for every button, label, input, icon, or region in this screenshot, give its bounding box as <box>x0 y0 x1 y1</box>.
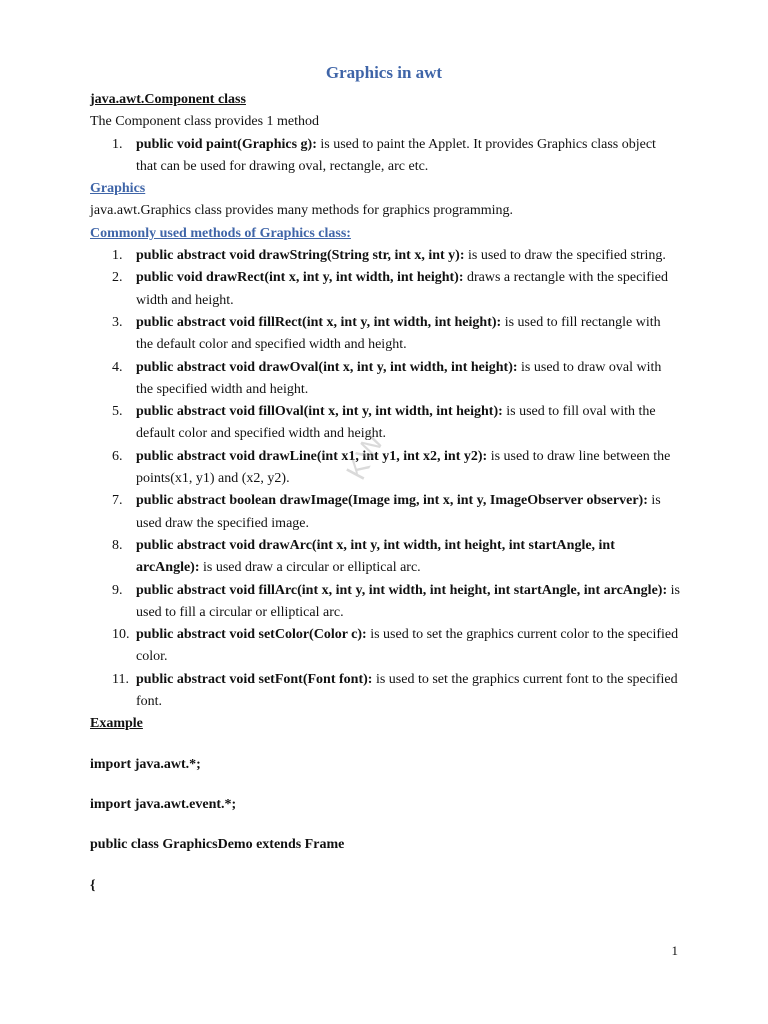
method-signature: public abstract boolean drawImage(Image img, int x, int y, ImageObserver observer): <box>136 493 648 509</box>
component-text: The Component class provides 1 method <box>90 114 320 130</box>
methods-heading: Commonly used methods of Graphics class: <box>90 225 351 241</box>
method-description: is used draw a circular or elliptical arc. <box>199 560 421 576</box>
method-description: is used to draw the specified string. <box>464 248 666 264</box>
method-description: draws a rectangle with the specified width and height. <box>136 270 668 308</box>
list-item <box>90 624 680 669</box>
list-item <box>90 357 680 402</box>
component-method-list <box>90 134 680 179</box>
method-signature: public abstract void fillArc(int x, int y, int width, int height, int startAngle, int arcAngle): <box>136 582 668 598</box>
list-number: 7. <box>112 493 123 509</box>
method-description: is used to set the graphics current font to the specified font. <box>136 671 678 710</box>
method-signature: public abstract void drawString(String str, int x, int y): <box>136 248 465 264</box>
list-number: 10. <box>112 627 130 643</box>
method-description: is used to fill a circular or elliptical arc. <box>136 582 680 620</box>
page-title: Graphics in awt <box>325 63 443 82</box>
graphics-text: java.awt.Graphics class provides many methods for graphics programming. <box>90 203 514 219</box>
method-description: is used draw the specified image. <box>136 493 661 531</box>
list-item <box>90 580 680 625</box>
method-signature: public void paint(Graphics g): <box>136 136 317 152</box>
list-item <box>90 267 680 312</box>
method-description: is used to draw oval with the specified width and height. <box>136 359 662 397</box>
page-number: 1 <box>671 943 678 958</box>
method-signature: public abstract void fillOval(int x, int y, int width, int height): <box>136 404 503 420</box>
list-number: 4. <box>112 359 123 375</box>
method-signature: public abstract void setColor(Color c): <box>136 627 367 643</box>
code-line: import java.awt.event.*; <box>90 796 237 812</box>
method-signature: public abstract void fillRect(int x, int y, int width, int height): <box>136 314 502 330</box>
list-number: 1. <box>112 136 123 152</box>
method-signature: public abstract void drawOval(int x, int y, int width, int height): <box>136 359 518 375</box>
code-line: { <box>90 877 96 893</box>
list-number: 5. <box>112 404 123 420</box>
list-item <box>90 490 680 535</box>
list-number: 9. <box>112 582 123 598</box>
list-number: 6. <box>112 448 123 464</box>
method-description: is used to fill oval with the default color and specified width and height. <box>136 404 656 442</box>
method-description: is used to paint the Applet. It provides Graphics class object that can be used for drawing oval, rectangle, arc etc. <box>136 136 656 174</box>
list-number: 1. <box>112 248 123 264</box>
list-number: 3. <box>112 314 123 330</box>
method-signature: public abstract void drawLine(int x1, int y1, int x2, int y2): <box>136 448 488 464</box>
method-signature: public abstract void drawArc(int x, int y, int width, int height, int startAngle, int arcAngle): <box>136 537 615 576</box>
list-item <box>90 134 680 179</box>
code-line: import java.awt.*; <box>90 756 201 772</box>
list-item <box>90 669 680 714</box>
list-number: 11. <box>112 671 129 687</box>
example-heading: Example <box>90 716 143 732</box>
method-description: is used to draw line between the points(x1, y1) and (x2, y2). <box>136 448 671 487</box>
method-signature: public void drawRect(int x, int y, int width, int height): <box>136 270 464 286</box>
graphics-method-list <box>90 245 680 713</box>
method-signature: public abstract void setFont(Font font): <box>136 671 373 687</box>
document-body <box>90 89 680 897</box>
list-item <box>90 245 680 267</box>
code-line: public class GraphicsDemo extends Frame <box>90 837 345 853</box>
method-description: is used to set the graphics current color to the specified color. <box>136 627 679 665</box>
graphics-heading: Graphics <box>90 181 146 197</box>
list-number: 8. <box>112 537 123 553</box>
watermark: KW <box>340 426 391 485</box>
component-heading: java.awt.Component class <box>90 92 246 107</box>
list-number: 2. <box>112 270 123 286</box>
method-description: is used to fill rectangle with the default color and specified width and height. <box>136 314 661 353</box>
list-item <box>90 535 680 580</box>
list-item <box>90 312 680 357</box>
